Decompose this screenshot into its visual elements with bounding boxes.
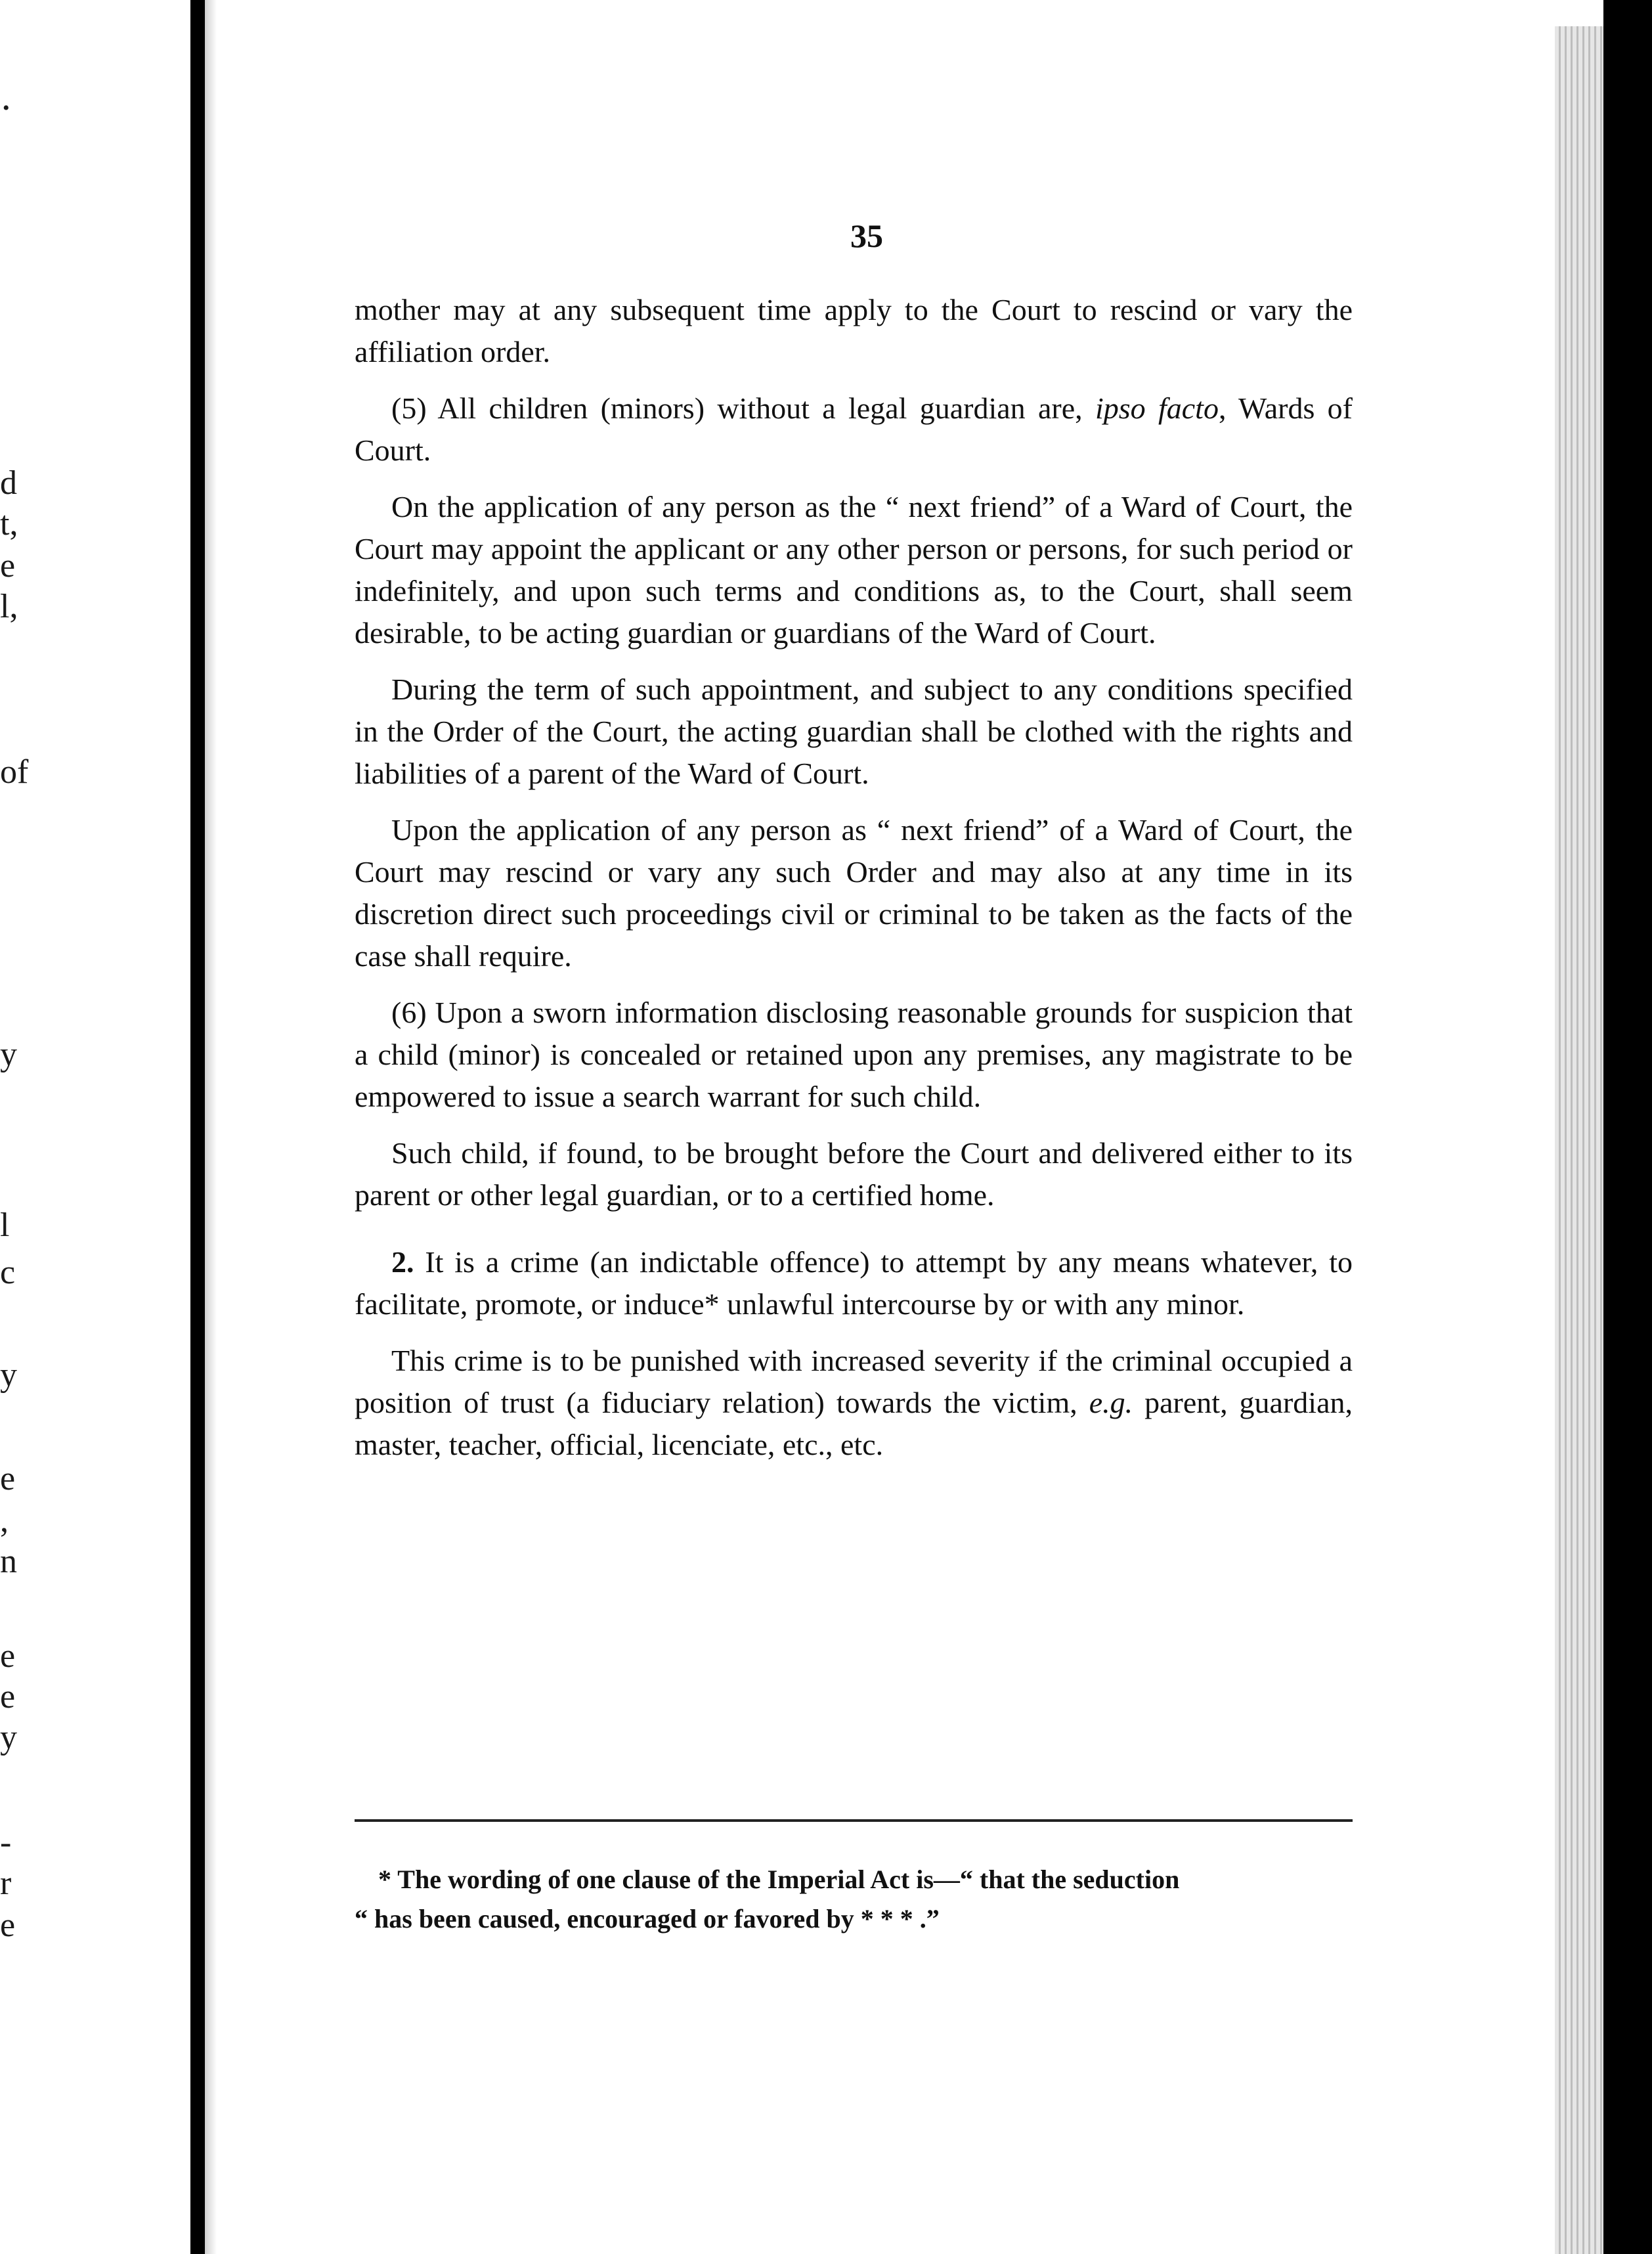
left-page-fragments [0, 0, 190, 2254]
paragraph [355, 486, 1353, 654]
paragraph-text: mother may at any subsequent time apply to the Court to rescind or vary the affiliation order. [355, 293, 1353, 368]
left-fragment: e [0, 1678, 16, 1715]
paragraph [355, 1132, 1353, 1216]
left-fragment: y [0, 1719, 17, 1756]
left-fragment: e [0, 1907, 16, 1944]
left-fragment: l [0, 1206, 10, 1244]
paragraph [355, 1241, 1353, 1325]
section-number: 2. [391, 1245, 414, 1279]
left-fragment: y [0, 1356, 17, 1394]
left-fragment: of [0, 753, 29, 791]
paragraph-text: parent, guardian, master, teacher, official, licenciate, etc., etc. [355, 1386, 1353, 1461]
left-fragment: y [0, 1036, 17, 1073]
paragraph-text: On the application of any person as the “ next friend” of a Ward of Court, the Court may appoint the applicant or any other person or persons, for such period or indefinitely, and upon such terms and conditions as, to the Court, shall seem desirable, to be acting guardian or guardians of the Ward of Court. [355, 490, 1353, 650]
paragraph [355, 992, 1353, 1118]
left-fragment: - [0, 1824, 12, 1861]
left-fragment: e [0, 1460, 16, 1497]
page-number: 35 [850, 217, 883, 254]
left-fragment: r [0, 1865, 12, 1902]
paragraph [355, 669, 1353, 795]
page-stack-edges [1555, 26, 1603, 2254]
left-page-edge [0, 0, 190, 2254]
paragraph [355, 1340, 1353, 1466]
paragraph-text: It is a crime (an indictable offence) to attempt by any means whatever, to facilitate, promote, or induce* unlawful intercourse by or with any minor. [355, 1245, 1353, 1321]
paragraph-text: Such child, if found, to be brought before the Court and delivered either to its parent or other legal guardian, or to a certified home. [355, 1136, 1353, 1212]
body-text [355, 289, 1353, 1480]
left-fragment: n [0, 1543, 17, 1580]
left-fragment: • [3, 97, 10, 119]
footnote-divider [355, 1819, 1353, 1822]
paragraph-text: (5) All children (minors) without a legal guardian are, [391, 391, 1095, 425]
left-fragment: d [0, 464, 17, 502]
binding-shadow [205, 0, 217, 2254]
paragraph-text: During the term of such appointment, and subject to any conditions specified in the Order of the Court, the acting guardian shall be clothed with the rights and liabilities of a parent of the Ward of Court. [355, 673, 1353, 790]
paragraph-text: , Wards of Court. [355, 391, 1353, 467]
paragraph-text: This crime is to be punished with increased severity if the criminal occupied a position of trust (a fiduciary relation) towards the victim, [355, 1344, 1353, 1419]
left-fragment: l, [0, 588, 18, 625]
latin-term: ipso facto [1095, 391, 1219, 425]
left-fragment: e [0, 1637, 16, 1675]
left-fragment: , [0, 1502, 9, 1539]
footnote-line: “ has been caused, encouraged or favored by * * * .” [355, 1904, 940, 1934]
footnote [355, 1860, 1353, 1939]
left-fragment: c [0, 1254, 16, 1291]
paragraph [355, 289, 1353, 373]
paragraph [355, 387, 1353, 472]
paragraph [355, 809, 1353, 977]
left-fragment: e [0, 547, 16, 585]
footnote-line: * The wording of one clause of the Imperial Act is—“ that the seduction [378, 1865, 1180, 1894]
paragraph-text: (6) Upon a sworn information disclosing reasonable grounds for suspicion that a child (minor) is concealed or retained upon any premises, any magistrate to be empowered to issue a search warrant for such child. [355, 996, 1353, 1113]
left-fragment: t, [0, 505, 18, 542]
abbreviation: e.g. [1089, 1386, 1133, 1419]
paragraph-text: Upon the application of any person as “ next friend” of a Ward of Court, the Court may rescind or vary any such Order and may also at any time in its discretion direct such proceedings civil or criminal to be taken as the facts of the case shall require. [355, 813, 1353, 973]
